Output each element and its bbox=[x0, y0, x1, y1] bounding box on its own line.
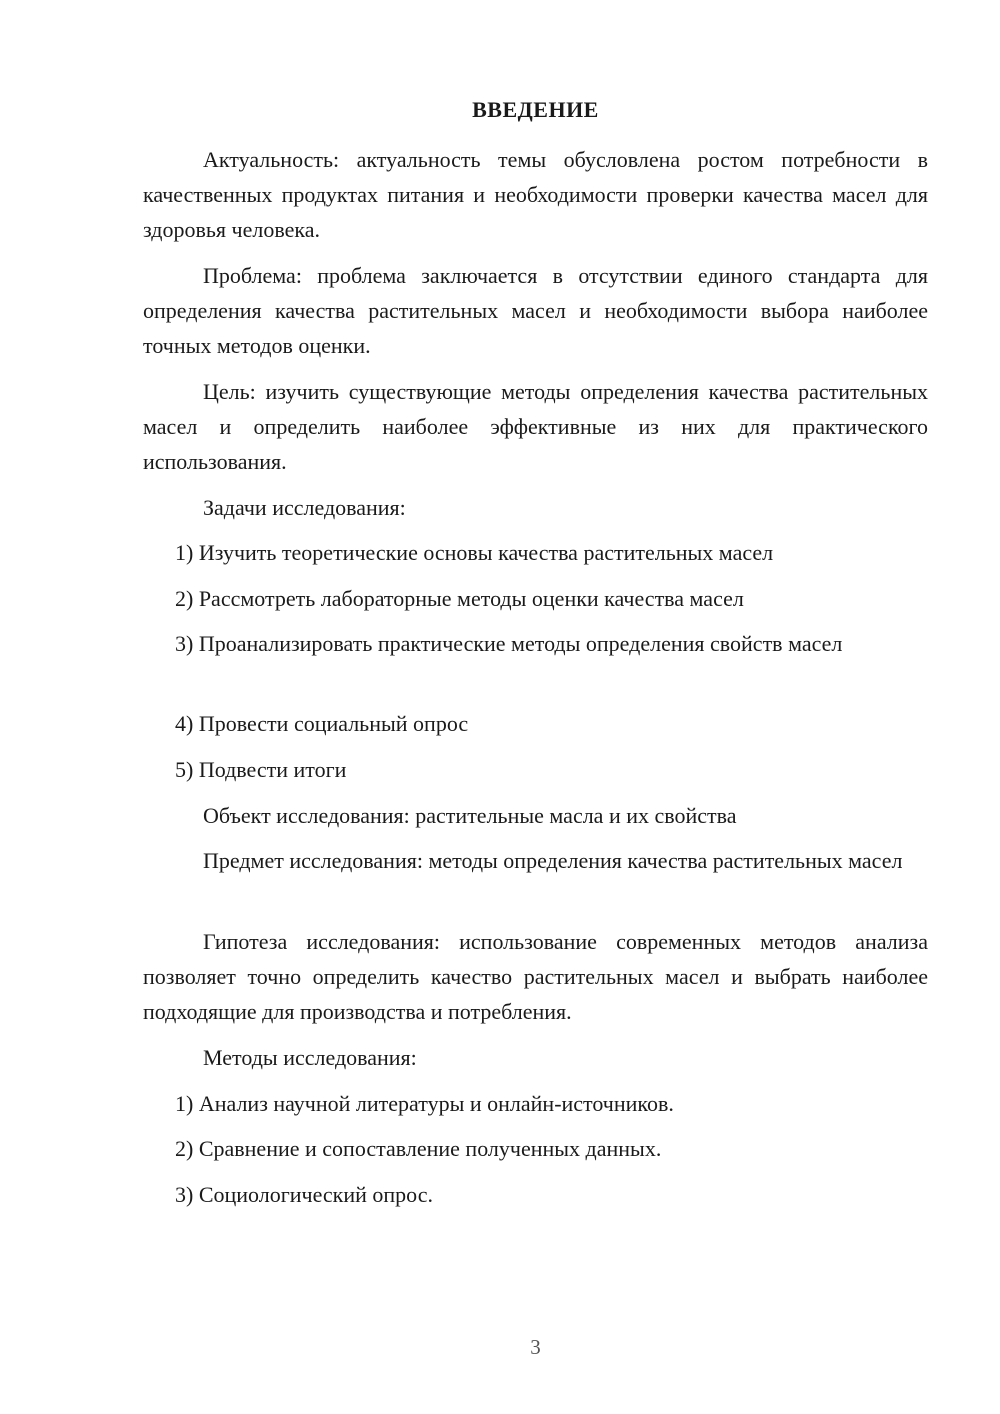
method-item: 2) Сравнение и сопоставление полученных данных. bbox=[175, 1136, 662, 1161]
hypothesis-paragraph: Гипотеза исследования: использование современных методов анализа позволяет точно определить качество растительных масел и выбрать наиболее подходящие для производства и потребления. bbox=[143, 929, 928, 1024]
task-item: 5) Подвести итоги bbox=[175, 757, 347, 782]
method-item: 3) Социологический опрос. bbox=[175, 1182, 433, 1207]
page-number: 3 bbox=[530, 1335, 541, 1359]
problem-paragraph: Проблема: проблема заключается в отсутствии единого стандарта для определения качества растительных масел и необходимости выбора наиболее точных методов оценки. bbox=[143, 263, 928, 358]
relevance-paragraph: Актуальность: актуальность темы обусловлена ростом потребности в качественных продуктах питания и необходимости проверки качества масел для здоровья человека. bbox=[143, 147, 928, 242]
document-page bbox=[143, 0, 928, 1414]
task-item: 1) Изучить теоретические основы качества растительных масел bbox=[175, 540, 774, 565]
methods-title: Методы исследования: bbox=[203, 1045, 417, 1070]
task-item: 3) Проанализировать практические методы определения свойств масел bbox=[175, 631, 843, 656]
tasks-title: Задачи исследования: bbox=[203, 495, 406, 520]
subject-paragraph: Предмет исследования: методы определения качества растительных масел bbox=[203, 848, 903, 873]
section-heading: ВВЕДЕНИЕ bbox=[472, 97, 599, 122]
task-item: 2) Рассмотреть лабораторные методы оценки качества масел bbox=[175, 586, 744, 611]
goal-paragraph: Цель: изучить существующие методы определения качества растительных масел и определить наиболее эффективные из них для практического использования. bbox=[143, 379, 928, 474]
object-paragraph: Объект исследования: растительные масла и их свойства bbox=[203, 803, 737, 828]
method-item: 1) Анализ научной литературы и онлайн-источников. bbox=[175, 1091, 674, 1116]
task-item: 4) Провести социальный опрос bbox=[175, 711, 469, 736]
